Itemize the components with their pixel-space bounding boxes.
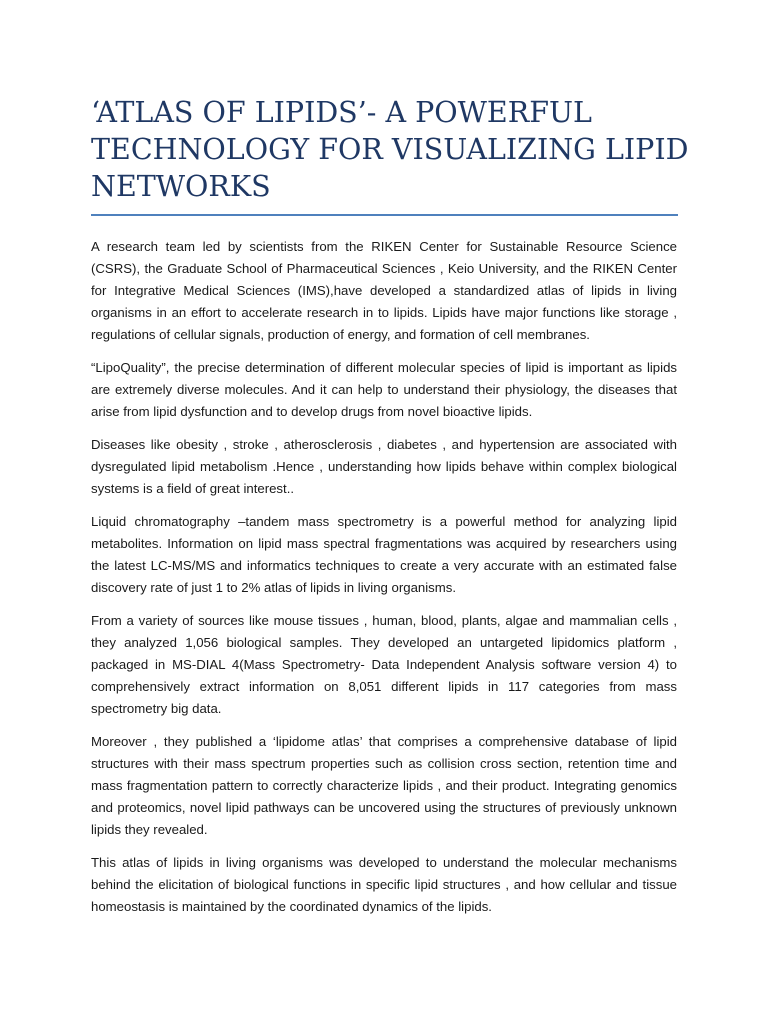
document-title: ‘ATLAS OF LIPIDS’- A POWERFUL TECHNOLOGY FOR VISUALIZING LIPID NETWORKS [91, 96, 689, 203]
paragraph-7: This atlas of lipids in living organisms was developed to understand the molecular mechanisms behind the elicitation of biological functions in specific lipid structures , and how cellular and tissue homeostasis is maintained by the coordinated dynamics of the lipids. [91, 855, 677, 914]
document-body [91, 236, 677, 929]
title-underline [91, 214, 678, 216]
title-block [91, 94, 691, 205]
paragraph-5: From a variety of sources like mouse tissues , human, blood, plants, algae and mammalian cells , they analyzed 1,056 biological samples. They developed an untargeted lipidomics platform , packaged in MS-DIAL 4(Mass Spectrometry- Data Independent Analysis software version 4) to comprehensively extract information on 8,051 different lipids in 117 categories from mass spectrometry big data. [91, 613, 677, 716]
paragraph-4: Liquid chromatography –tandem mass spectrometry is a powerful method for analyzing lipid metabolites. Information on lipid mass spectral fragmentations was acquired by researchers using the latest LC-MS/MS and informatics techniques to create a very accurate with an estimated false discovery rate of just 1 to 2% atlas of lipids in living organisms. [91, 514, 677, 595]
paragraph-1: A research team led by scientists from the RIKEN Center for Sustainable Resource Science (CSRS), the Graduate School of Pharmaceutical Sciences , Keio University, and the RIKEN Center for Integrative Medical Sciences (IMS),have developed a standardized atlas of lipids in living organisms in an effort to accelerate research in to lipids. Lipids have major functions like storage , regulations of cellular signals, production of energy, and formation of cell membranes. [91, 239, 677, 342]
paragraph-6: Moreover , they published a ‘lipidome atlas’ that comprises a comprehensive database of lipid structures with their mass spectrum properties such as collision cross section, retention time and mass fragmentation pattern to correctly characterize lipids , and their product. Integrating genomics and proteomics, novel lipid pathways can be uncovered using the structures of previously unknown lipids they revealed. [91, 734, 677, 837]
paragraph-2: “LipoQuality”, the precise determination of different molecular species of lipid is important as lipids are extremely diverse molecules. And it can help to understand their physiology, the diseases that arise from lipid dysfunction and to develop drugs from novel bioactive lipids. [91, 360, 677, 419]
paragraph-3: Diseases like obesity , stroke , atherosclerosis , diabetes , and hypertension are associated with dysregulated lipid metabolism .Hence , understanding how lipids behave within complex biological systems is a field of great interest.. [91, 437, 677, 496]
